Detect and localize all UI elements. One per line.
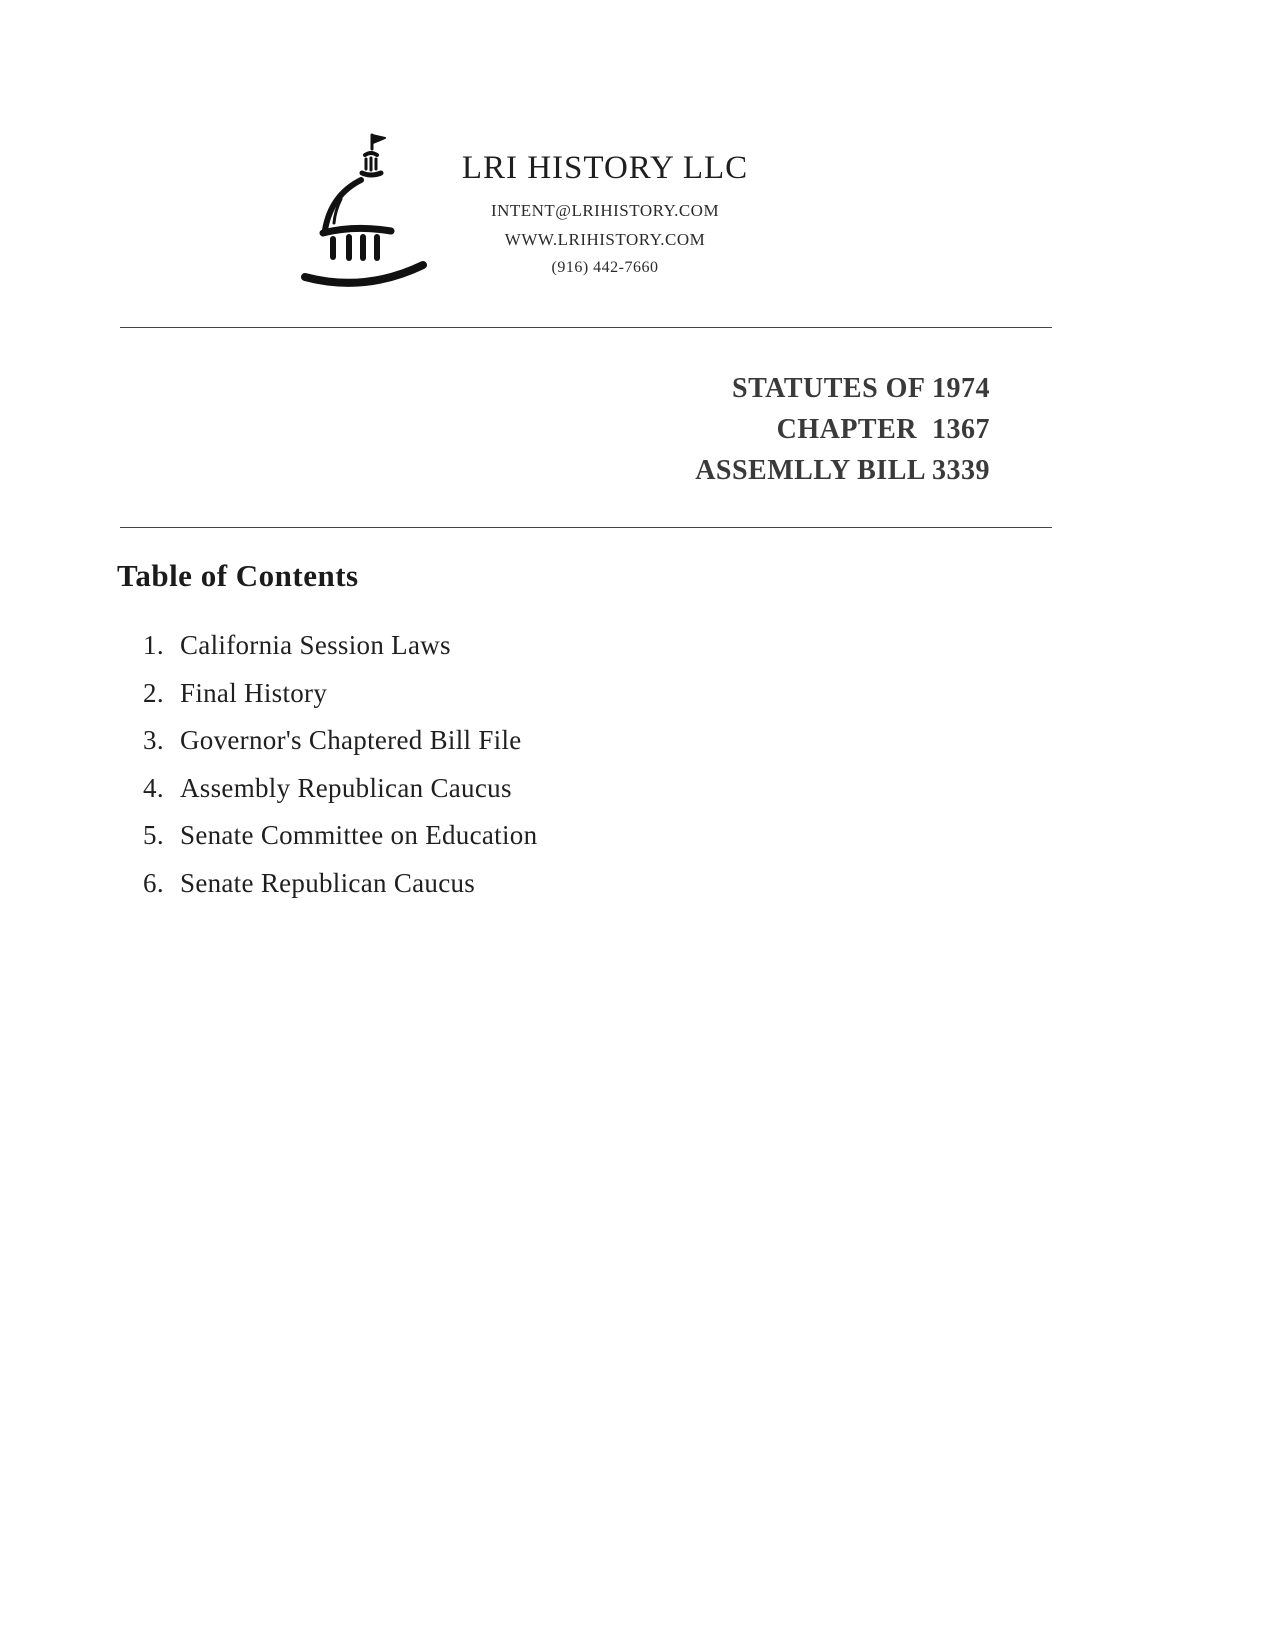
toc-heading: Table of Contents (117, 558, 359, 593)
toc-item-6: Senate Republican Caucus (180, 867, 476, 898)
toc-item-3: Governor's Chaptered Bill File (180, 725, 522, 755)
statutes-year-line: STATUTES OF 1974 (732, 373, 990, 404)
divider-top (120, 327, 1052, 328)
assembly-bill-line: ASSEMLLY BILL 3339 (695, 455, 990, 486)
company-email: INTENT@LRIHISTORY.COM (490, 201, 720, 220)
company-phone: (916) 442-7660 (551, 259, 659, 276)
toc-item-4: Assembly Republican Caucus (180, 772, 512, 803)
toc-item-5: Senate Committee on Education (180, 820, 538, 850)
capitol-dome-logo-icon (295, 125, 440, 290)
toc-list (143, 622, 537, 907)
divider-bottom (120, 527, 1052, 528)
toc-item-2: Final History (180, 677, 328, 708)
toc-item-1: California Session Laws (180, 630, 451, 660)
company-website: WWW.LRIHISTORY.COM (504, 230, 706, 249)
chapter-line: CHAPTER 1367 (776, 414, 990, 445)
company-name: LRI HISTORY LLC (461, 150, 749, 186)
letterhead (0, 120, 1276, 310)
letterhead-text (440, 150, 770, 286)
statute-title-block (695, 368, 990, 491)
